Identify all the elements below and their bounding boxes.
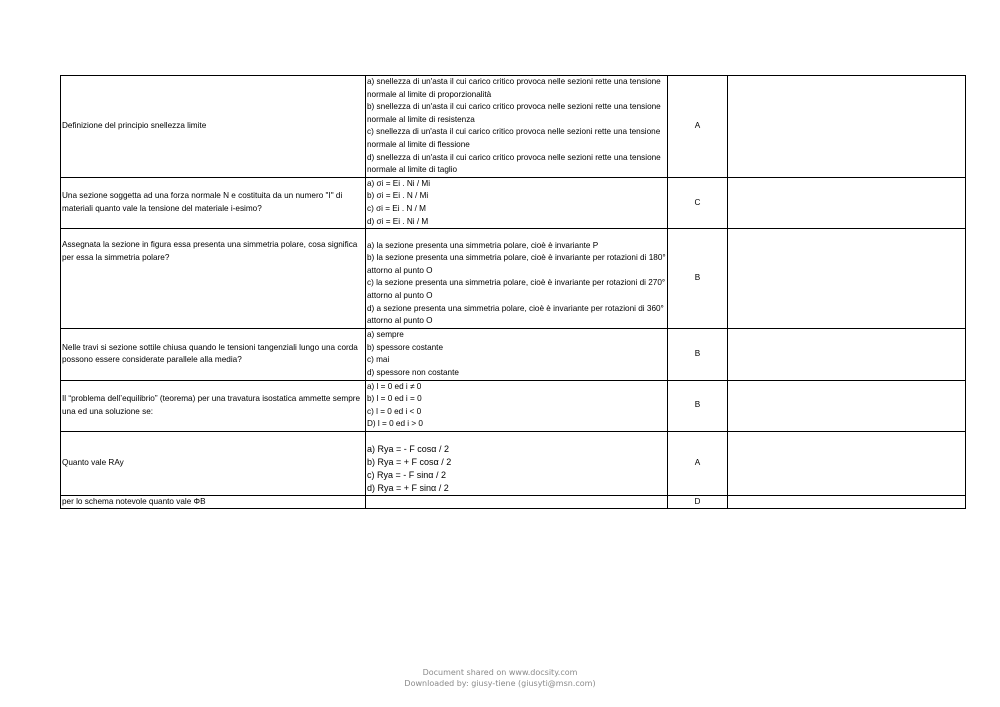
table-row	[61, 329, 966, 380]
question-cell	[61, 431, 366, 495]
option-text: a) l = 0 ed i ≠ 0	[367, 381, 422, 391]
option-text: d) snellezza di un'asta il cui carico critico provoca nelle sezioni rette una tensione normale al limite di taglio	[367, 152, 661, 175]
option-text: d) σi = Ei . Ni / M	[367, 216, 429, 226]
table-row	[61, 380, 966, 431]
answer-cell: B	[668, 229, 728, 329]
options-cell	[366, 380, 668, 431]
question-cell	[61, 495, 366, 509]
options-cell	[366, 76, 668, 178]
option-text: b) l = 0 ed i = 0	[367, 394, 422, 404]
question-text: Una sezione soggetta ad una forza normale N e costituita da un numero "I" di materiali quanto vale la tensione del materiale i-esimo?	[62, 191, 343, 213]
option-text: b) snellezza di un'asta il cui carico critico provoca nelle sezioni rette una tensione normale al limite di resistenza	[367, 102, 661, 124]
question-cell	[61, 329, 366, 380]
question-cell	[61, 229, 366, 329]
option-text: b) Rya = + F cosα / 2	[367, 456, 452, 467]
table-row	[61, 229, 966, 329]
table-row	[61, 76, 966, 178]
notes-cell	[728, 329, 966, 380]
option-text: a) snellezza di un'asta il cui carico critico provoca nelle sezioni rette una tensione normale al limite di proporzionalità	[367, 77, 661, 99]
option-text: d) a sezione presenta una simmetria polare, cioè è invariante per rotazioni di 360° attorno al punto O	[367, 303, 664, 326]
question-text: per lo schema notevole quanto vale ΦB	[62, 496, 206, 506]
answer-cell: A	[668, 431, 728, 495]
options-cell	[366, 329, 668, 380]
options-cell	[366, 177, 668, 228]
option-text: a) la sezione presenta una simmetria polare, cioè è invariante P	[367, 240, 599, 250]
question-cell	[61, 76, 366, 178]
question-text: Quanto vale RAy	[62, 458, 124, 468]
option-text: c) σi = Ei . N / M	[367, 203, 426, 213]
notes-cell	[728, 380, 966, 431]
answer-cell: B	[668, 380, 728, 431]
question-text: Il “problema dell’equilibrio” (teorema) per una travatura isostatica ammette sempre una ed una soluzione se:	[62, 394, 361, 416]
answer-cell: B	[668, 329, 728, 380]
option-text: c) mai	[367, 355, 390, 365]
table-row	[61, 495, 966, 509]
question-text: Nelle travi si sezione sottile chiusa quando le tensioni tangenziali lungo una corda possono essere considerate parallele alla media?	[62, 342, 358, 365]
footer-shared-line: Document shared on www.docsity.com	[422, 668, 578, 677]
table-row	[61, 431, 966, 495]
notes-cell	[728, 431, 966, 495]
answer-cell: D	[668, 495, 728, 509]
option-text: a) Rya = - F cosα / 2	[367, 443, 449, 454]
answer-cell: C	[668, 177, 728, 228]
notes-cell	[728, 229, 966, 329]
option-text: d) Rya = + F sinα / 2	[367, 482, 449, 493]
options-cell	[366, 495, 668, 509]
questions-table	[60, 75, 966, 509]
option-text: b) spessore costante	[367, 342, 444, 352]
question-text: Assegnata la sezione in figura essa presenta una simmetria polare, cosa significa per essa la simmetria polare?	[62, 240, 358, 262]
option-text: b) σi = Ei . N / Mi	[367, 191, 429, 201]
option-text: d) spessore non costante	[367, 367, 459, 377]
option-text: c) snellezza di un'asta il cui carico critico provoca nelle sezioni rette una tensione normale al limite di flessione	[367, 127, 661, 149]
option-text: b) la sezione presenta una simmetria polare, cioè è invariante per rotazioni di 180° attorno al punto O	[367, 253, 666, 275]
notes-cell	[728, 177, 966, 228]
option-text: c) Rya = - F sinα / 2	[367, 469, 446, 480]
table-row	[61, 177, 966, 228]
notes-cell	[728, 76, 966, 178]
options-cell	[366, 431, 668, 495]
option-text: c) l = 0 ed i < 0	[367, 406, 422, 416]
option-text: D) l = 0 ed i > 0	[367, 419, 423, 429]
question-cell	[61, 177, 366, 228]
question-text: Definizione del principio snellezza limite	[62, 121, 207, 131]
option-text: a) sempre	[367, 330, 404, 340]
option-text: a) σi = Ei . Ni / Mi	[367, 178, 431, 188]
question-cell	[61, 380, 366, 431]
answer-cell: A	[668, 76, 728, 178]
footer-download-line: Downloaded by: giusy-tiene (giusyti@msn.com)	[404, 679, 596, 688]
notes-cell	[728, 495, 966, 509]
option-text: c) la sezione presenta una simmetria polare, cioè è invariante per rotazioni di 270° attorno al punto O	[367, 278, 666, 300]
options-cell	[366, 229, 668, 329]
page-footer	[0, 667, 1000, 689]
